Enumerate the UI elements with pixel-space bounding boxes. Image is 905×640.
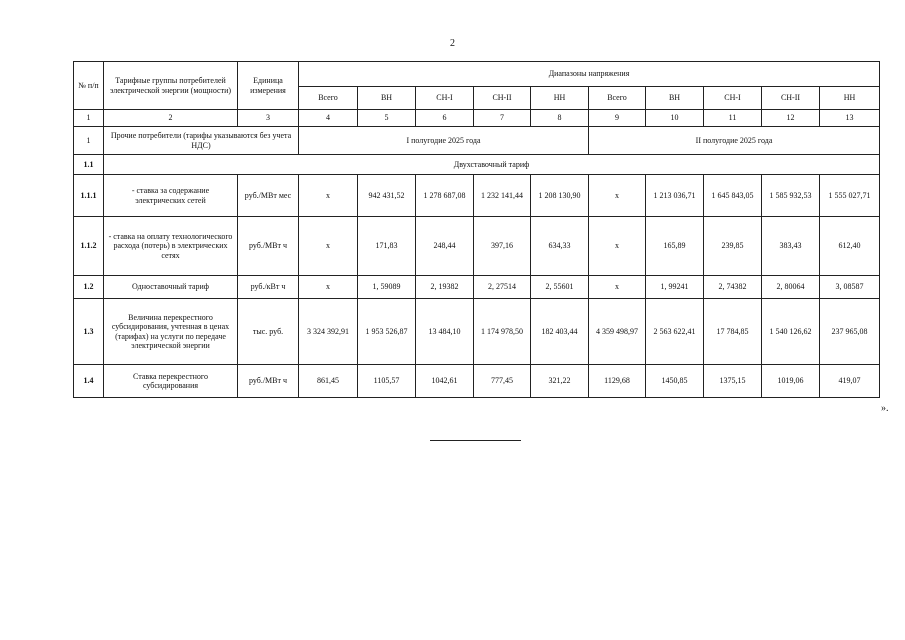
row-value: 634,33 [531,217,589,276]
row-value: х [589,175,646,217]
column-index: 7 [474,110,531,127]
row-value: 1 555 027,71 [820,175,880,217]
row-name: Одноставочный тариф [104,276,238,299]
column-index: 9 [589,110,646,127]
header-row-1 [74,62,880,87]
row-value: 248,44 [416,217,474,276]
header-unit: Единица измерения [238,62,299,110]
row-unit: тыс. руб. [238,299,299,365]
closing-quote-mark: ». [881,403,889,414]
column-index: 12 [762,110,820,127]
table-row [74,217,880,276]
header-level: ВН [646,87,704,110]
section-num: 1 [74,127,104,155]
row-value: 1 953 526,87 [358,299,416,365]
column-index: 5 [358,110,416,127]
row-value: 2, 19382 [416,276,474,299]
section-row [74,127,880,155]
row-name: Величина перекрестного субсидирования, учтенная в ценах (тарифах) на услуги по передаче электрической энергии [104,299,238,365]
header-level: СН-II [474,87,531,110]
row-value: 861,45 [299,365,358,398]
row-value: 1042,61 [416,365,474,398]
header-num: № п/п [74,62,104,110]
row-value: 2, 74382 [704,276,762,299]
header-ranges: Диапазоны напряжения [299,62,880,87]
row-value: 2, 55601 [531,276,589,299]
row-value: 13 484,10 [416,299,474,365]
row-value: 239,85 [704,217,762,276]
row-value: 383,43 [762,217,820,276]
row-name: - ставка на оплату технологического расхода (потерь) в электрических сетях [104,217,238,276]
header-level: ВН [358,87,416,110]
row-value: 182 403,44 [531,299,589,365]
row-value: 1 213 036,71 [646,175,704,217]
row-num: 1.4 [74,365,104,398]
page-number: 2 [450,38,455,49]
row-value: 397,16 [474,217,531,276]
half-year-2: II полугодие 2025 года [589,127,880,155]
table-row [74,365,880,398]
row-value: х [589,276,646,299]
row-value: 1, 99241 [646,276,704,299]
row-value: 3, 08587 [820,276,880,299]
subsection-row [74,155,880,175]
row-num: 1.1.2 [74,217,104,276]
section-title: Прочие потребители (тарифы указываются без учета НДС) [104,127,299,155]
row-unit: руб./МВт мес [238,175,299,217]
row-num: 1.1.1 [74,175,104,217]
table-row [74,299,880,365]
row-value: 419,07 [820,365,880,398]
header-level: Всего [589,87,646,110]
row-name: Ставка перекрестного субсидирования [104,365,238,398]
row-value: 1 645 843,05 [704,175,762,217]
row-value: 1 232 141,44 [474,175,531,217]
row-value: 1 540 126,62 [762,299,820,365]
row-value: 321,22 [531,365,589,398]
end-divider [430,440,521,441]
row-value: 2, 27514 [474,276,531,299]
row-value: 1 208 130,90 [531,175,589,217]
header-group: Тарифные группы потребителей электрической энергии (мощности) [104,62,238,110]
tariff-table [73,61,880,398]
row-value: 1, 59089 [358,276,416,299]
row-value: 777,45 [474,365,531,398]
row-value: 237 965,08 [820,299,880,365]
row-value: 612,40 [820,217,880,276]
column-index: 6 [416,110,474,127]
row-value: 3 324 392,91 [299,299,358,365]
column-index: 3 [238,110,299,127]
row-value: 1 174 978,50 [474,299,531,365]
row-value: 942 431,52 [358,175,416,217]
row-value: 1129,68 [589,365,646,398]
row-value: 4 359 498,97 [589,299,646,365]
row-value: 1 278 687,08 [416,175,474,217]
half-year-1: I полугодие 2025 года [299,127,589,155]
column-index: 13 [820,110,880,127]
row-value: 2, 80064 [762,276,820,299]
column-index: 4 [299,110,358,127]
table-row [74,276,880,299]
column-index-row [74,110,880,127]
column-index: 10 [646,110,704,127]
row-name: - ставка за содержание электрических сетей [104,175,238,217]
header-level: НН [531,87,589,110]
subsection-title: Двухставочный тариф [104,155,880,175]
row-value: 2 563 622,41 [646,299,704,365]
subsection-num: 1.1 [74,155,104,175]
header-level: Всего [299,87,358,110]
row-value: 1019,06 [762,365,820,398]
table-row [74,175,880,217]
header-level: НН [820,87,880,110]
column-index: 11 [704,110,762,127]
row-unit: руб./кВт ч [238,276,299,299]
row-value: х [299,217,358,276]
row-num: 1.2 [74,276,104,299]
row-value: х [299,276,358,299]
row-value: 171,83 [358,217,416,276]
row-value: х [299,175,358,217]
header-level: СН-II [762,87,820,110]
column-index: 8 [531,110,589,127]
row-value: 1105,57 [358,365,416,398]
row-value: х [589,217,646,276]
header-level: СН-I [416,87,474,110]
row-value: 1450,85 [646,365,704,398]
row-unit: руб./МВт ч [238,217,299,276]
row-num: 1.3 [74,299,104,365]
row-value: 165,89 [646,217,704,276]
row-value: 17 784,85 [704,299,762,365]
column-index: 1 [74,110,104,127]
row-value: 1375,15 [704,365,762,398]
row-unit: руб./МВт ч [238,365,299,398]
column-index: 2 [104,110,238,127]
header-level: СН-I [704,87,762,110]
row-value: 1 585 932,53 [762,175,820,217]
